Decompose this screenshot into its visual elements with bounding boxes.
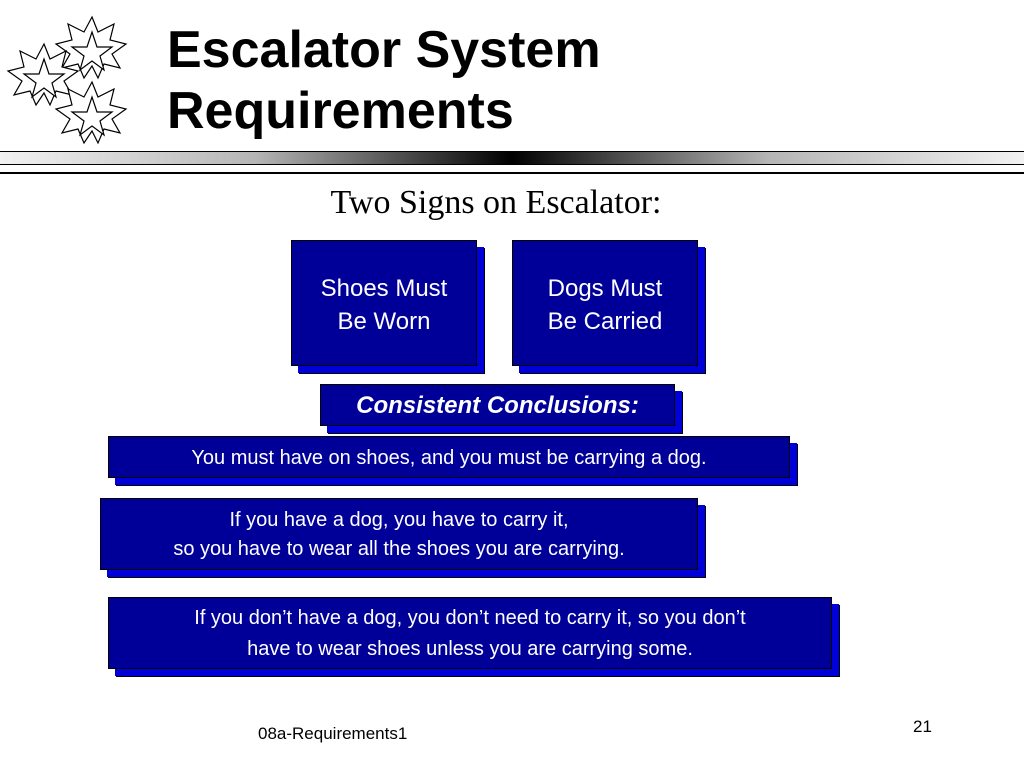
stars-cluster-icon	[6, 14, 132, 146]
conclusion-2-line-2: so you have to wear all the shoes you are carrying.	[173, 538, 625, 560]
sign-dogs-line-1: Dogs Must	[547, 275, 663, 302]
title-line-2: Requirements	[167, 82, 514, 140]
sign-shoes-line-2: Be Worn	[337, 308, 431, 335]
sign-dogs-line-2: Be Carried	[547, 308, 663, 335]
conclusion-3-line-1: If you don’t have a dog, you don’t need to carry it, so you don’t	[194, 607, 746, 629]
page-number: 21	[913, 717, 932, 736]
sign-shoes	[291, 240, 477, 366]
conclusions-heading: Consistent Conclusions:	[320, 384, 675, 426]
title-divider-bar	[0, 151, 1024, 165]
sign-dogs	[512, 240, 698, 366]
sign-shoes-line-1: Shoes Must	[320, 275, 448, 302]
conclusion-box-3	[108, 597, 832, 669]
conclusion-3-line-2: have to wear shoes unless you are carrying some.	[247, 638, 693, 660]
conclusion-box-2	[100, 498, 698, 570]
title-divider-line	[0, 172, 1024, 174]
conclusion-box-1: You must have on shoes, and you must be carrying a dog.	[108, 436, 790, 478]
conclusion-2-line-1: If you have a dog, you have to carry it,	[229, 509, 569, 531]
slide-subtitle: Two Signs on Escalator:	[330, 184, 662, 221]
title-line-1: Escalator System	[167, 21, 601, 79]
footer-label: 08a-Requirements1	[258, 724, 408, 743]
page-title	[167, 20, 601, 142]
